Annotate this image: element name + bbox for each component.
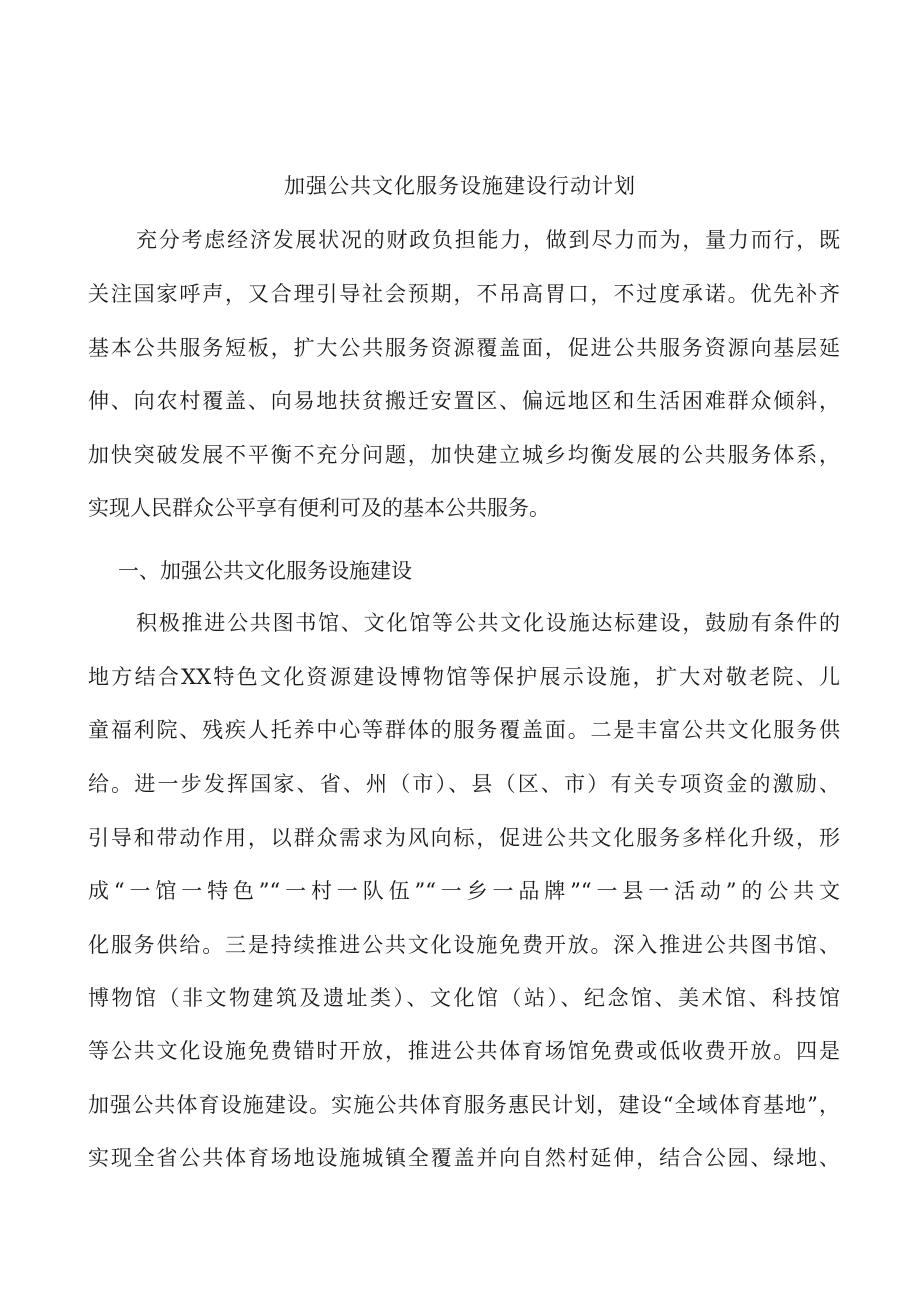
paragraph-1-line: 基本公共服务短板，扩大公共服务资源覆盖面，促进公共服务资源向基层延 (88, 336, 840, 360)
paragraph-2-line: 等公共文化设施免费错时开放，推进公共体育场馆免费或低收费开放。四是 (88, 1039, 840, 1063)
paragraph-1-line: 加快突破发展不平衡不充分问题，加快建立城乡均衡发展的公共服务体系， (88, 443, 840, 467)
paragraph-1-line: 实现人民群众公平享有便利可及的基本公共服务。 (88, 496, 550, 520)
paragraph-2-line: 博物馆（非文物建筑及遗址类）、文化馆（站）、纪念馆、美术馆、科技馆 (88, 986, 840, 1010)
paragraph-1-line: 关注国家呼声，又合理引导社会预期，不吊高胃口，不过度承诺。优先补齐 (88, 282, 840, 306)
paragraph-2-line: 童福利院、残疾人托养中心等群体的服务覆盖面。二是丰富公共文化服务供 (88, 718, 840, 742)
section-heading: 一、加强公共文化服务设施建设 (118, 559, 412, 583)
paragraph-1-line: 伸、向农村覆盖、向易地扶贫搬迁安置区、偏远地区和生活困难群众倾斜， (88, 389, 840, 413)
paragraph-2-line: 地方结合XX特色文化资源建设博物馆等保护展示设施，扩大对敬老院、儿 (88, 665, 840, 689)
paragraph-1-line: 充分考虑经济发展状况的财政负担能力，做到尽力而为，量力而行，既 (136, 228, 840, 252)
paragraph-2-line: 加强公共体育设施建设。实施公共体育服务惠民计划，建设“全域体育基地”， (88, 1093, 840, 1117)
paragraph-2-line: 化服务供给。三是持续推进公共文化设施免费开放。深入推进公共图书馆、 (88, 933, 840, 957)
paragraph-2-line: 积极推进公共图书馆、文化馆等公共文化设施达标建设，鼓励有条件的 (136, 611, 840, 635)
paragraph-2-line: 实现全省公共体育场地设施城镇全覆盖并向自然村延伸，结合公园、绿地、 (88, 1146, 840, 1170)
paragraph-2-line: 给。进一步发挥国家、省、州（市）、县（区、市）有关专项资金的激励、 (88, 772, 840, 796)
paragraph-2-line: 引导和带动作用，以群众需求为风向标，促进公共文化服务多样化升级，形 (88, 826, 840, 850)
paragraph-2-line: 成“一馆一特色”“一村一队伍”“一乡一品牌”“一县一活动”的公共文 (88, 879, 840, 903)
document-title: 加强公共文化服务设施建设行动计划 (284, 174, 636, 198)
